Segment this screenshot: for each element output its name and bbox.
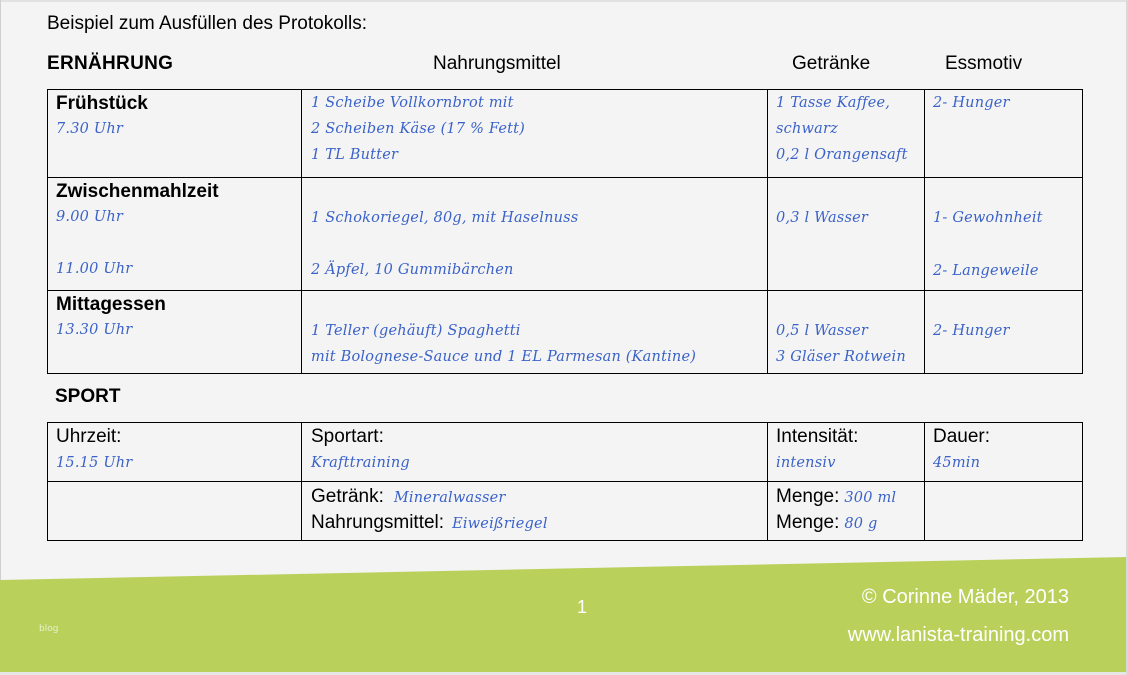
- motive-line: 2- Hunger: [933, 95, 1010, 111]
- meal-label: Frühstück: [56, 93, 148, 114]
- duration-value: 45min: [933, 455, 981, 471]
- drink-value: Mineralwasser: [393, 490, 506, 506]
- column-header-drinks: Getränke: [792, 53, 871, 74]
- food-line: 2 Scheiben Käse (17 % Fett): [311, 121, 526, 137]
- meal-time: 11.00 Uhr: [56, 261, 133, 277]
- motive-line: 2- Langeweile: [933, 263, 1039, 279]
- intro-text: Beispiel zum Ausfüllen des Protokolls:: [47, 13, 367, 34]
- drink-line: 1 Tasse Kaffee,: [776, 95, 891, 111]
- meal-label: Mittagessen: [56, 294, 166, 315]
- section-title-sport: SPORT: [55, 386, 121, 407]
- meal-label: Zwischenmahlzeit: [56, 181, 219, 202]
- meal-time: 7.30 Uhr: [56, 121, 123, 137]
- drink-line: 0,5 l Wasser: [776, 323, 868, 339]
- meal-time: 13.30 Uhr: [56, 322, 133, 338]
- copyright-text: © Corinne Mäder, 2013: [861, 586, 1069, 608]
- food-amount-label: Menge:: [776, 512, 840, 533]
- column-header-food: Nahrungsmittel: [433, 53, 561, 74]
- section-title-nutrition: ERNÄHRUNG: [47, 53, 174, 74]
- sport-type-label: Sportart:: [311, 426, 384, 447]
- page-number: 1: [577, 597, 588, 617]
- food-line: 1 Scheibe Vollkornbrot mit: [311, 95, 514, 111]
- meal-time: 9.00 Uhr: [56, 209, 123, 225]
- watermark-text: blog: [39, 624, 59, 634]
- food-line: 1 TL Butter: [311, 147, 399, 163]
- food-amount-value: 80 g: [844, 516, 878, 532]
- website-link[interactable]: www.lanista-training.com: [847, 624, 1069, 646]
- time-label: Uhrzeit:: [56, 426, 122, 447]
- drink-line: 3 Gläser Rotwein: [776, 349, 906, 365]
- motive-line: 2- Hunger: [933, 323, 1010, 339]
- drink-amount-value: 300 ml: [844, 490, 897, 506]
- duration-label: Dauer:: [933, 426, 991, 447]
- drink-line: 0,3 l Wasser: [776, 210, 868, 226]
- intensity-label: Intensität:: [776, 426, 859, 447]
- food-line: 2 Äpfel, 10 Gummibärchen: [311, 262, 514, 278]
- sport-type-value: Krafttraining: [311, 455, 410, 471]
- column-header-motive: Essmotiv: [945, 53, 1023, 74]
- drink-line: schwarz: [776, 121, 838, 137]
- motive-line: 1- Gewohnheit: [933, 210, 1043, 226]
- time-value: 15.15 Uhr: [56, 455, 133, 471]
- food-line: mit Bolognese-Sauce und 1 EL Parmesan (Kantine): [311, 349, 697, 365]
- food-line: 1 Schokoriegel, 80g, mit Haselnuss: [311, 210, 579, 226]
- food-value: Eiweißriegel: [452, 516, 548, 532]
- food-line: 1 Teller (gehäuft) Spaghetti: [311, 323, 521, 339]
- drink-amount-label: Menge:: [776, 486, 840, 507]
- drink-line: 0,2 l Orangensaft: [776, 147, 908, 163]
- food-label: Nahrungsmittel:: [311, 512, 445, 533]
- intensity-value: intensiv: [776, 455, 836, 471]
- drink-label: Getränk:: [311, 486, 384, 507]
